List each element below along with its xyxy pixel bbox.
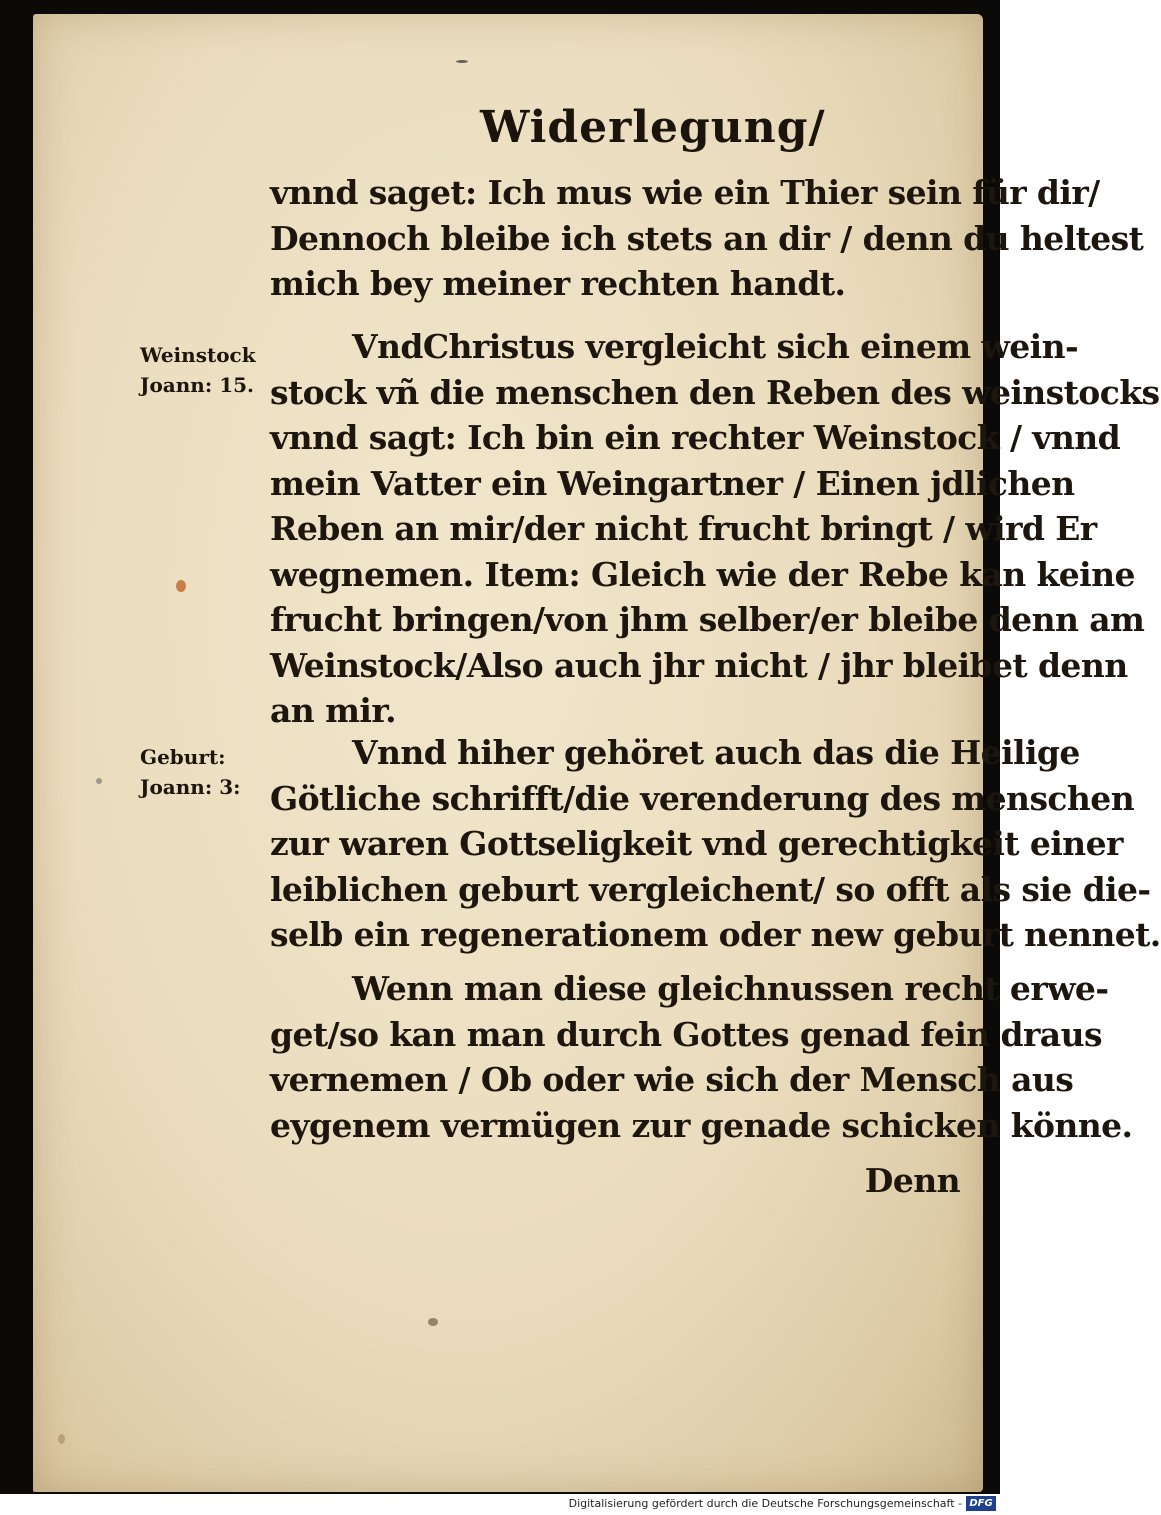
text-line: Weinstock/Also auch jhr nicht / jhr bleibet denn — [270, 645, 1128, 685]
footer-bar — [0, 1494, 1000, 1515]
margin-note-line: Joann: 3: — [140, 775, 241, 799]
text-line: selb ein regenerationem oder new geburt nennet. — [270, 915, 1161, 954]
text-line: Götliche schrifft/die verenderung des menschen — [270, 778, 1135, 818]
ink-stain — [58, 1434, 65, 1444]
paragraph-3 — [270, 730, 1161, 958]
text-line: Dennoch bleibe ich stets an dir / denn du heltest — [270, 218, 1144, 258]
text-line: Vnnd hiher gehöret auch das die Heilige — [352, 733, 1080, 772]
text-line: vernemen / Ob oder wie sich der Mensch aus — [270, 1060, 1074, 1099]
catchword — [270, 1158, 1000, 1204]
paragraph-4 — [270, 966, 1133, 1148]
margin-note-line: Geburt: — [140, 745, 226, 769]
paragraph-1 — [270, 170, 1144, 307]
text-line: frucht bringen/von jhm selber/er bleibe denn am — [270, 600, 1145, 639]
text-line: stock vñ die menschen den Reben des weinstocks — [270, 372, 1160, 412]
ink-stain — [456, 60, 468, 63]
text-line: mich bey meiner rechten handt. — [270, 264, 846, 303]
dfg-logo: DFG — [966, 1496, 996, 1511]
footer-credit: Digitalisierung gefördert durch die Deutsche Forschungsgemeinschaft - — [568, 1497, 962, 1510]
text-line: Reben an mir/der nicht frucht bringt / wird Er — [270, 509, 1097, 548]
paragraph-2 — [270, 324, 1160, 734]
ink-stain — [428, 1318, 438, 1326]
text-line: eygenem vermügen zur genade schicken könne. — [270, 1105, 1133, 1145]
margin-note-weinstock — [140, 340, 270, 400]
text-line: leiblichen geburt vergleichent/ so offt als sie die- — [270, 869, 1151, 909]
text-line: vnnd sagt: Ich bin ein rechter Weinstock / vnnd — [270, 418, 1121, 457]
catchword-text: Denn — [864, 1161, 960, 1200]
text-line: vnnd saget: Ich mus wie ein Thier sein für dir/ — [270, 173, 1100, 212]
text-line: zur waren Gottseligkeit vnd gerechtigkeit einer — [270, 824, 1123, 863]
text-line: Wenn man diese gleichnussen recht erwe- — [352, 969, 1109, 1008]
ink-stain — [96, 778, 102, 784]
running-header: Widerlegung/ — [480, 102, 826, 153]
text-line: VndChristus vergleicht sich einem wein- — [352, 327, 1079, 366]
text-line: get/so kan man durch Gottes genad fein draus — [270, 1014, 1102, 1054]
ink-stain — [176, 580, 186, 592]
margin-note-line: Weinstock — [140, 343, 256, 367]
text-line: an mir. — [270, 691, 396, 730]
text-line: mein Vatter ein Weingartner / Einen jdlichen — [270, 463, 1075, 503]
text-line: wegnemen. Item: Gleich wie der Rebe kan keine — [270, 554, 1135, 594]
margin-note-geburt — [140, 742, 270, 802]
margin-note-line: Joann: 15. — [140, 373, 254, 397]
